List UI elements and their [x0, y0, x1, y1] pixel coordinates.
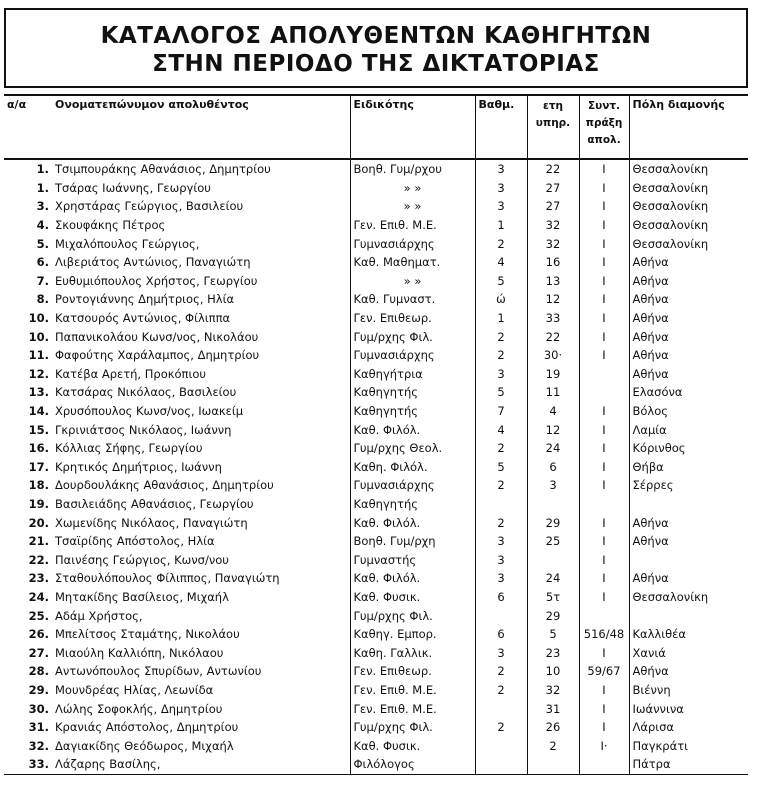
cell-name: Λώλης Σοφοκλής, Δημητρίου — [52, 699, 350, 718]
table-row — [4, 513, 748, 532]
table-row — [4, 402, 748, 421]
table-row — [4, 755, 748, 774]
table-row — [4, 532, 748, 551]
cell-grade: 2 — [475, 513, 527, 532]
table-row — [4, 383, 748, 402]
cell-city: Ιωάννινα — [632, 701, 684, 716]
header-specialty: Ειδικότης — [350, 95, 475, 159]
cell-aa: 16. — [28, 441, 49, 456]
cell-years: 27 — [527, 197, 579, 216]
table-row — [4, 569, 748, 588]
cell-name: Βασιλειάδης Αθανάσιος, Γεωργίου — [52, 495, 350, 514]
title-box — [4, 8, 748, 88]
cell-aa: 23. — [28, 571, 49, 586]
cell-specialty: Καθ. Φιλόλ. — [350, 569, 475, 588]
cell-years: 23 — [527, 643, 579, 662]
table-row — [4, 606, 748, 625]
cell-aa: 24. — [28, 589, 49, 604]
cell-aa: 22. — [28, 552, 49, 567]
cell-grade: 3 — [475, 197, 527, 216]
cell-grade — [475, 699, 527, 718]
cell-grade: 3 — [475, 365, 527, 384]
cell-years: 29 — [527, 606, 579, 625]
cell-name: Κόλλιας Σήφης, Γεωργίου — [52, 439, 350, 458]
cell-grade: 3 — [475, 569, 527, 588]
cell-city: Παγκράτι — [632, 738, 689, 753]
cell-specialty: Καθ. Φυσικ. — [350, 736, 475, 755]
cell-grade: 3 — [475, 532, 527, 551]
table-row — [4, 736, 748, 755]
cell-city: Αθήνα — [632, 311, 669, 326]
cell-act: Ι — [579, 550, 629, 569]
cell-act: Ι — [579, 234, 629, 253]
header-act: Συντ. πράξη απολ. — [579, 95, 629, 159]
cell-aa: 29. — [28, 682, 49, 697]
cell-act: Ι — [579, 179, 629, 198]
cell-name: Αντωνόπουλος Σπυρίδων, Αντωνίου — [52, 662, 350, 681]
cell-act: Ι — [579, 513, 629, 532]
cell-specialty: Γεν. Επιθ. Μ.Ε. — [350, 681, 475, 700]
table-row — [4, 681, 748, 700]
cell-city: Αθήνα — [632, 292, 669, 307]
cell-name: Τσάρας Ιωάννης, Γεωργίου — [52, 179, 350, 198]
cell-specialty: Γυμ/ρχης Φιλ. — [350, 718, 475, 737]
cell-act: Ι — [579, 253, 629, 272]
table-row — [4, 290, 748, 309]
title-line-2: ΣΤΗΝ ΠΕΡΙΟΔΟ ΤΗΣ ΔΙΚΤΑΤΟΡΙΑΣ — [152, 51, 600, 77]
cell-specialty: Καθηγητής — [350, 402, 475, 421]
table-row — [4, 197, 748, 216]
cell-aa: 1. — [36, 180, 49, 195]
cell-act: Ι — [579, 402, 629, 421]
table-row — [4, 588, 748, 607]
cell-grade: 6 — [475, 625, 527, 644]
cell-years: 19 — [527, 365, 579, 384]
cell-grade: 4 — [475, 253, 527, 272]
cell-act — [579, 755, 629, 774]
cell-act: Ι — [579, 290, 629, 309]
cell-act: 59/67 — [579, 662, 629, 681]
cell-city: Λαμία — [632, 422, 667, 437]
table-row — [4, 365, 748, 384]
cell-name: Μητακίδης Βασίλειος, Μιχαήλ — [52, 588, 350, 607]
cell-aa: 10. — [28, 311, 49, 326]
cell-years: 16 — [527, 253, 579, 272]
table-row — [4, 420, 748, 439]
cell-grade — [475, 495, 527, 514]
cell-specialty: Γυμναστής — [350, 550, 475, 569]
cell-name: Παπανικολάου Κωνσ/νος, Νικολάου — [52, 327, 350, 346]
cell-specialty: Καθηγητής — [350, 383, 475, 402]
cell-years: 12 — [527, 420, 579, 439]
cell-specialty: Βοηθ. Γυμ/ρχου — [350, 159, 475, 179]
cell-act: Ι — [579, 699, 629, 718]
cell-years: 4 — [527, 402, 579, 421]
cell-city: Αθήνα — [632, 571, 669, 586]
cell-name: Ροντογιάννης Δημήτριος, Ηλία — [52, 290, 350, 309]
cell-years — [527, 755, 579, 774]
table-row — [4, 179, 748, 198]
cell-act: Ι — [579, 439, 629, 458]
header-aa: α/α — [4, 95, 52, 159]
header-city: Πόλη διαμονής — [629, 95, 748, 159]
table-row — [4, 643, 748, 662]
cell-grade: ώ — [475, 290, 527, 309]
title-line-1: ΚΑΤΑΛΟΓΟΣ ΑΠΟΛΥΘΕΝΤΩΝ ΚΑΘΗΓΗΤΩΝ — [100, 23, 652, 49]
cell-act — [579, 495, 629, 514]
cell-grade: 2 — [475, 662, 527, 681]
cell-years: 13 — [527, 272, 579, 291]
cell-city: Πάτρα — [632, 757, 671, 772]
cell-name: Χωμενίδης Νικόλαος, Παναγιώτη — [52, 513, 350, 532]
header-name: Ονοματεπώνυμον απολυθέντος — [52, 95, 350, 159]
cell-city: Αθήνα — [632, 329, 669, 344]
cell-grade: 1 — [475, 309, 527, 328]
table-row — [4, 234, 748, 253]
table-row — [4, 718, 748, 737]
cell-years: 2 — [527, 736, 579, 755]
cell-act: Ι — [579, 159, 629, 179]
table-row — [4, 327, 748, 346]
cell-name: Κατσάρας Νικόλαος, Βασιλείου — [52, 383, 350, 402]
cell-city: Κόρινθος — [632, 441, 686, 456]
cell-specialty: Γυμνασιάρχης — [350, 346, 475, 365]
cell-grade: 3 — [475, 643, 527, 662]
cell-act: Ι — [579, 216, 629, 235]
cell-name: Κατσουρός Αντώνιος, Φίλιππα — [52, 309, 350, 328]
cell-city: Βόλος — [632, 404, 669, 419]
cell-city: Αθήνα — [632, 534, 669, 549]
cell-city — [629, 495, 748, 514]
cell-name: Τσαϊρίδης Απόστολος, Ηλία — [52, 532, 350, 551]
cell-years: 3 — [527, 476, 579, 495]
cell-city: Ελασόνα — [632, 385, 683, 400]
cell-years: 29 — [527, 513, 579, 532]
cell-aa: 30. — [28, 701, 49, 716]
cell-aa: 21. — [28, 534, 49, 549]
cell-grade: 7 — [475, 402, 527, 421]
cell-city: Αθήνα — [632, 664, 669, 679]
cell-city: Θεσσαλονίκη — [632, 236, 709, 251]
cell-specialty: » » — [350, 272, 475, 291]
cell-years: 31 — [527, 699, 579, 718]
cell-aa: 1. — [36, 162, 49, 177]
cell-aa: 17. — [28, 459, 49, 474]
cell-specialty: Φιλόλογος — [350, 755, 475, 774]
cell-city — [629, 550, 748, 569]
cell-years: 32 — [527, 216, 579, 235]
cell-name: Ευθυμιόπουλος Χρήστος, Γεωργίου — [52, 272, 350, 291]
cell-city: Θεσσαλονίκη — [632, 180, 709, 195]
table-row — [4, 476, 748, 495]
cell-specialty: Καθηγητής — [350, 495, 475, 514]
cell-name: Δαγιακίδης Θεόδωρος, Μιχαήλ — [52, 736, 350, 755]
cell-aa: 5. — [36, 236, 49, 251]
cell-specialty: Γεν. Επιθεωρ. — [350, 309, 475, 328]
cell-specialty: Καθη. Γαλλικ. — [350, 643, 475, 662]
cell-grade: 3 — [475, 179, 527, 198]
table-body — [4, 159, 748, 774]
cell-years: 32 — [527, 234, 579, 253]
dismissed-teachers-table — [4, 94, 748, 775]
cell-specialty: Καθηγήτρια — [350, 365, 475, 384]
cell-act — [579, 365, 629, 384]
cell-grade: 1 — [475, 216, 527, 235]
cell-years: 27 — [527, 179, 579, 198]
cell-aa: 25. — [28, 608, 49, 623]
cell-specialty: Καθ. Φιλόλ. — [350, 513, 475, 532]
cell-city: Σέρρες — [632, 478, 674, 493]
cell-years: 26 — [527, 718, 579, 737]
cell-name: Δουρδουλάκης Αθανάσιος, Δημητρίου — [52, 476, 350, 495]
cell-grade — [475, 736, 527, 755]
cell-years: 25 — [527, 532, 579, 551]
cell-years: 11 — [527, 383, 579, 402]
cell-grade — [475, 606, 527, 625]
cell-grade: 5 — [475, 458, 527, 477]
cell-grade: 6 — [475, 588, 527, 607]
cell-act: Ι — [579, 458, 629, 477]
cell-years: 30· — [527, 346, 579, 365]
cell-years: 5 — [527, 625, 579, 644]
cell-act: Ι — [579, 346, 629, 365]
cell-city: Βιέννη — [632, 682, 671, 697]
cell-grade: 2 — [475, 346, 527, 365]
cell-name: Μουνδρέας Ηλίας, Λεωνίδα — [52, 681, 350, 700]
cell-specialty: Γυμνασιάρχης — [350, 234, 475, 253]
header-years: ετη υπηρ. — [527, 95, 579, 159]
cell-grade: 3 — [475, 159, 527, 179]
cell-grade: 2 — [475, 476, 527, 495]
cell-aa: 8. — [36, 292, 49, 307]
table-row — [4, 272, 748, 291]
table-row — [4, 662, 748, 681]
cell-grade: 2 — [475, 327, 527, 346]
table-header-row — [4, 95, 748, 159]
cell-aa: 12. — [28, 366, 49, 381]
cell-act — [579, 606, 629, 625]
cell-aa: 7. — [36, 273, 49, 288]
cell-specialty: » » — [350, 197, 475, 216]
cell-name: Σταθουλόπουλος Φίλιππος, Παναγιώτη — [52, 569, 350, 588]
table-row — [4, 346, 748, 365]
cell-years: 24 — [527, 439, 579, 458]
cell-city: Καλλιθέα — [632, 627, 686, 642]
cell-city: Θεσσαλονίκη — [632, 199, 709, 214]
cell-years: 24 — [527, 569, 579, 588]
cell-years — [527, 550, 579, 569]
cell-years: 10 — [527, 662, 579, 681]
cell-specialty: Καθ. Μαθηματ. — [350, 253, 475, 272]
cell-aa: 27. — [28, 645, 49, 660]
cell-act: Ι — [579, 718, 629, 737]
table-row — [4, 550, 748, 569]
cell-aa: 19. — [28, 496, 49, 511]
cell-name: Μιχαλόπουλος Γεώργιος, — [52, 234, 350, 253]
cell-specialty: Γεν. Επιθ. Μ.Ε. — [350, 216, 475, 235]
cell-name: Λιβεριάτος Αντώνιος, Παναγιώτη — [52, 253, 350, 272]
cell-specialty: Γεν. Επιθεωρ. — [350, 662, 475, 681]
cell-city: Θεσσαλονίκη — [632, 589, 709, 604]
cell-specialty: Βοηθ. Γυμ/ρχη — [350, 532, 475, 551]
cell-grade: 3 — [475, 550, 527, 569]
cell-act: Ι — [579, 681, 629, 700]
cell-years — [527, 495, 579, 514]
cell-act: 516/48 — [579, 625, 629, 644]
cell-years: 33 — [527, 309, 579, 328]
cell-aa: 28. — [28, 664, 49, 679]
table-row — [4, 625, 748, 644]
cell-aa: 32. — [28, 738, 49, 753]
cell-city: Αθήνα — [632, 273, 669, 288]
header-grade: Βαθμ. — [475, 95, 527, 159]
cell-specialty: Γυμ/ρχης Φιλ. — [350, 327, 475, 346]
cell-name: Χρηστάρας Γεώργιος, Βασιλείου — [52, 197, 350, 216]
cell-grade: 5 — [475, 272, 527, 291]
cell-name: Τσιμπουράκης Αθανάσιος, Δημητρίου — [52, 159, 350, 179]
cell-grade: 2 — [475, 234, 527, 253]
cell-aa: 13. — [28, 385, 49, 400]
cell-act: Ι — [579, 420, 629, 439]
cell-grade — [475, 755, 527, 774]
cell-name: Μπελίτσος Σταμάτης, Νικολάου — [52, 625, 350, 644]
cell-act: Ι — [579, 588, 629, 607]
cell-grade: 4 — [475, 420, 527, 439]
cell-city: Λάρισα — [632, 720, 675, 735]
cell-name: Χρυσόπουλος Κωνσ/νος, Ιωακείμ — [52, 402, 350, 421]
cell-aa: 31. — [28, 720, 49, 735]
cell-act: Ι· — [579, 736, 629, 755]
cell-act: Ι — [579, 532, 629, 551]
cell-name: Λάζαρης Βασίλης, — [52, 755, 350, 774]
table-row — [4, 699, 748, 718]
cell-act: Ι — [579, 476, 629, 495]
table-row — [4, 159, 748, 179]
cell-specialty: Καθ. Γυμναστ. — [350, 290, 475, 309]
cell-grade: 2 — [475, 439, 527, 458]
cell-act — [579, 383, 629, 402]
cell-aa: 10. — [28, 329, 49, 344]
cell-grade: 2 — [475, 681, 527, 700]
cell-aa: 6. — [36, 255, 49, 270]
table-row — [4, 216, 748, 235]
cell-specialty: Γυμ/ρχης Φιλ. — [350, 606, 475, 625]
cell-act: Ι — [579, 197, 629, 216]
cell-grade: 2 — [475, 718, 527, 737]
cell-specialty: Γεν. Επιθ. Μ.Ε. — [350, 699, 475, 718]
cell-act: Ι — [579, 327, 629, 346]
cell-act: Ι — [579, 309, 629, 328]
cell-aa: 26. — [28, 627, 49, 642]
cell-aa: 14. — [28, 404, 49, 419]
cell-city: Αθήνα — [632, 255, 669, 270]
cell-specialty: Καθ. Φιλόλ. — [350, 420, 475, 439]
cell-aa: 11. — [28, 348, 49, 363]
cell-specialty: Γυμνασιάρχης — [350, 476, 475, 495]
table-row — [4, 439, 748, 458]
cell-years: 32 — [527, 681, 579, 700]
cell-city: Θήβα — [632, 459, 664, 474]
table-row — [4, 495, 748, 514]
cell-act: Ι — [579, 643, 629, 662]
cell-specialty: Καθηγ. Εμπορ. — [350, 625, 475, 644]
cell-name: Γκρινιάτσος Νικόλαος, Ιωάννη — [52, 420, 350, 439]
table-row — [4, 309, 748, 328]
cell-act: Ι — [579, 272, 629, 291]
cell-city: Χανιά — [632, 645, 666, 660]
cell-aa: 4. — [36, 218, 49, 233]
cell-years: 22 — [527, 327, 579, 346]
cell-years: 22 — [527, 159, 579, 179]
table-row — [4, 253, 748, 272]
cell-years: 5τ — [527, 588, 579, 607]
cell-name: Κατέβα Αρετή, Προκόπιου — [52, 365, 350, 384]
cell-city: Αθήνα — [632, 515, 669, 530]
cell-specialty: Γυμ/ρχης Θεολ. — [350, 439, 475, 458]
cell-specialty: Καθ. Φυσικ. — [350, 588, 475, 607]
cell-years: 12 — [527, 290, 579, 309]
cell-name: Σκουφάκης Πέτρος — [52, 216, 350, 235]
cell-name: Κρητικός Δημήτριος, Ιωάννη — [52, 458, 350, 477]
cell-city — [629, 606, 748, 625]
cell-name: Παινέσης Γεώργιος, Κωνσ/νου — [52, 550, 350, 569]
cell-name: Κρανιάς Απόστολος, Δημητρίου — [52, 718, 350, 737]
cell-city: Αθήνα — [632, 348, 669, 363]
cell-aa: 18. — [28, 478, 49, 493]
cell-city: Αθήνα — [632, 366, 669, 381]
cell-act: Ι — [579, 569, 629, 588]
table-row — [4, 458, 748, 477]
cell-specialty: Καθη. Φιλόλ. — [350, 458, 475, 477]
cell-aa: 33. — [28, 757, 49, 772]
cell-aa: 15. — [28, 422, 49, 437]
cell-city: Θεσσαλονίκη — [632, 218, 709, 233]
cell-name: Φαφούτης Χαράλαμπος, Δημητρίου — [52, 346, 350, 365]
cell-city: Θεσσαλονίκη — [632, 162, 709, 177]
cell-aa: 3. — [36, 199, 49, 214]
cell-specialty: » » — [350, 179, 475, 198]
cell-name: Αδάμ Χρήστος, — [52, 606, 350, 625]
cell-name: Μιαούλη Καλλιόπη, Νικόλαου — [52, 643, 350, 662]
cell-years: 6 — [527, 458, 579, 477]
cell-grade: 5 — [475, 383, 527, 402]
cell-aa: 20. — [28, 515, 49, 530]
